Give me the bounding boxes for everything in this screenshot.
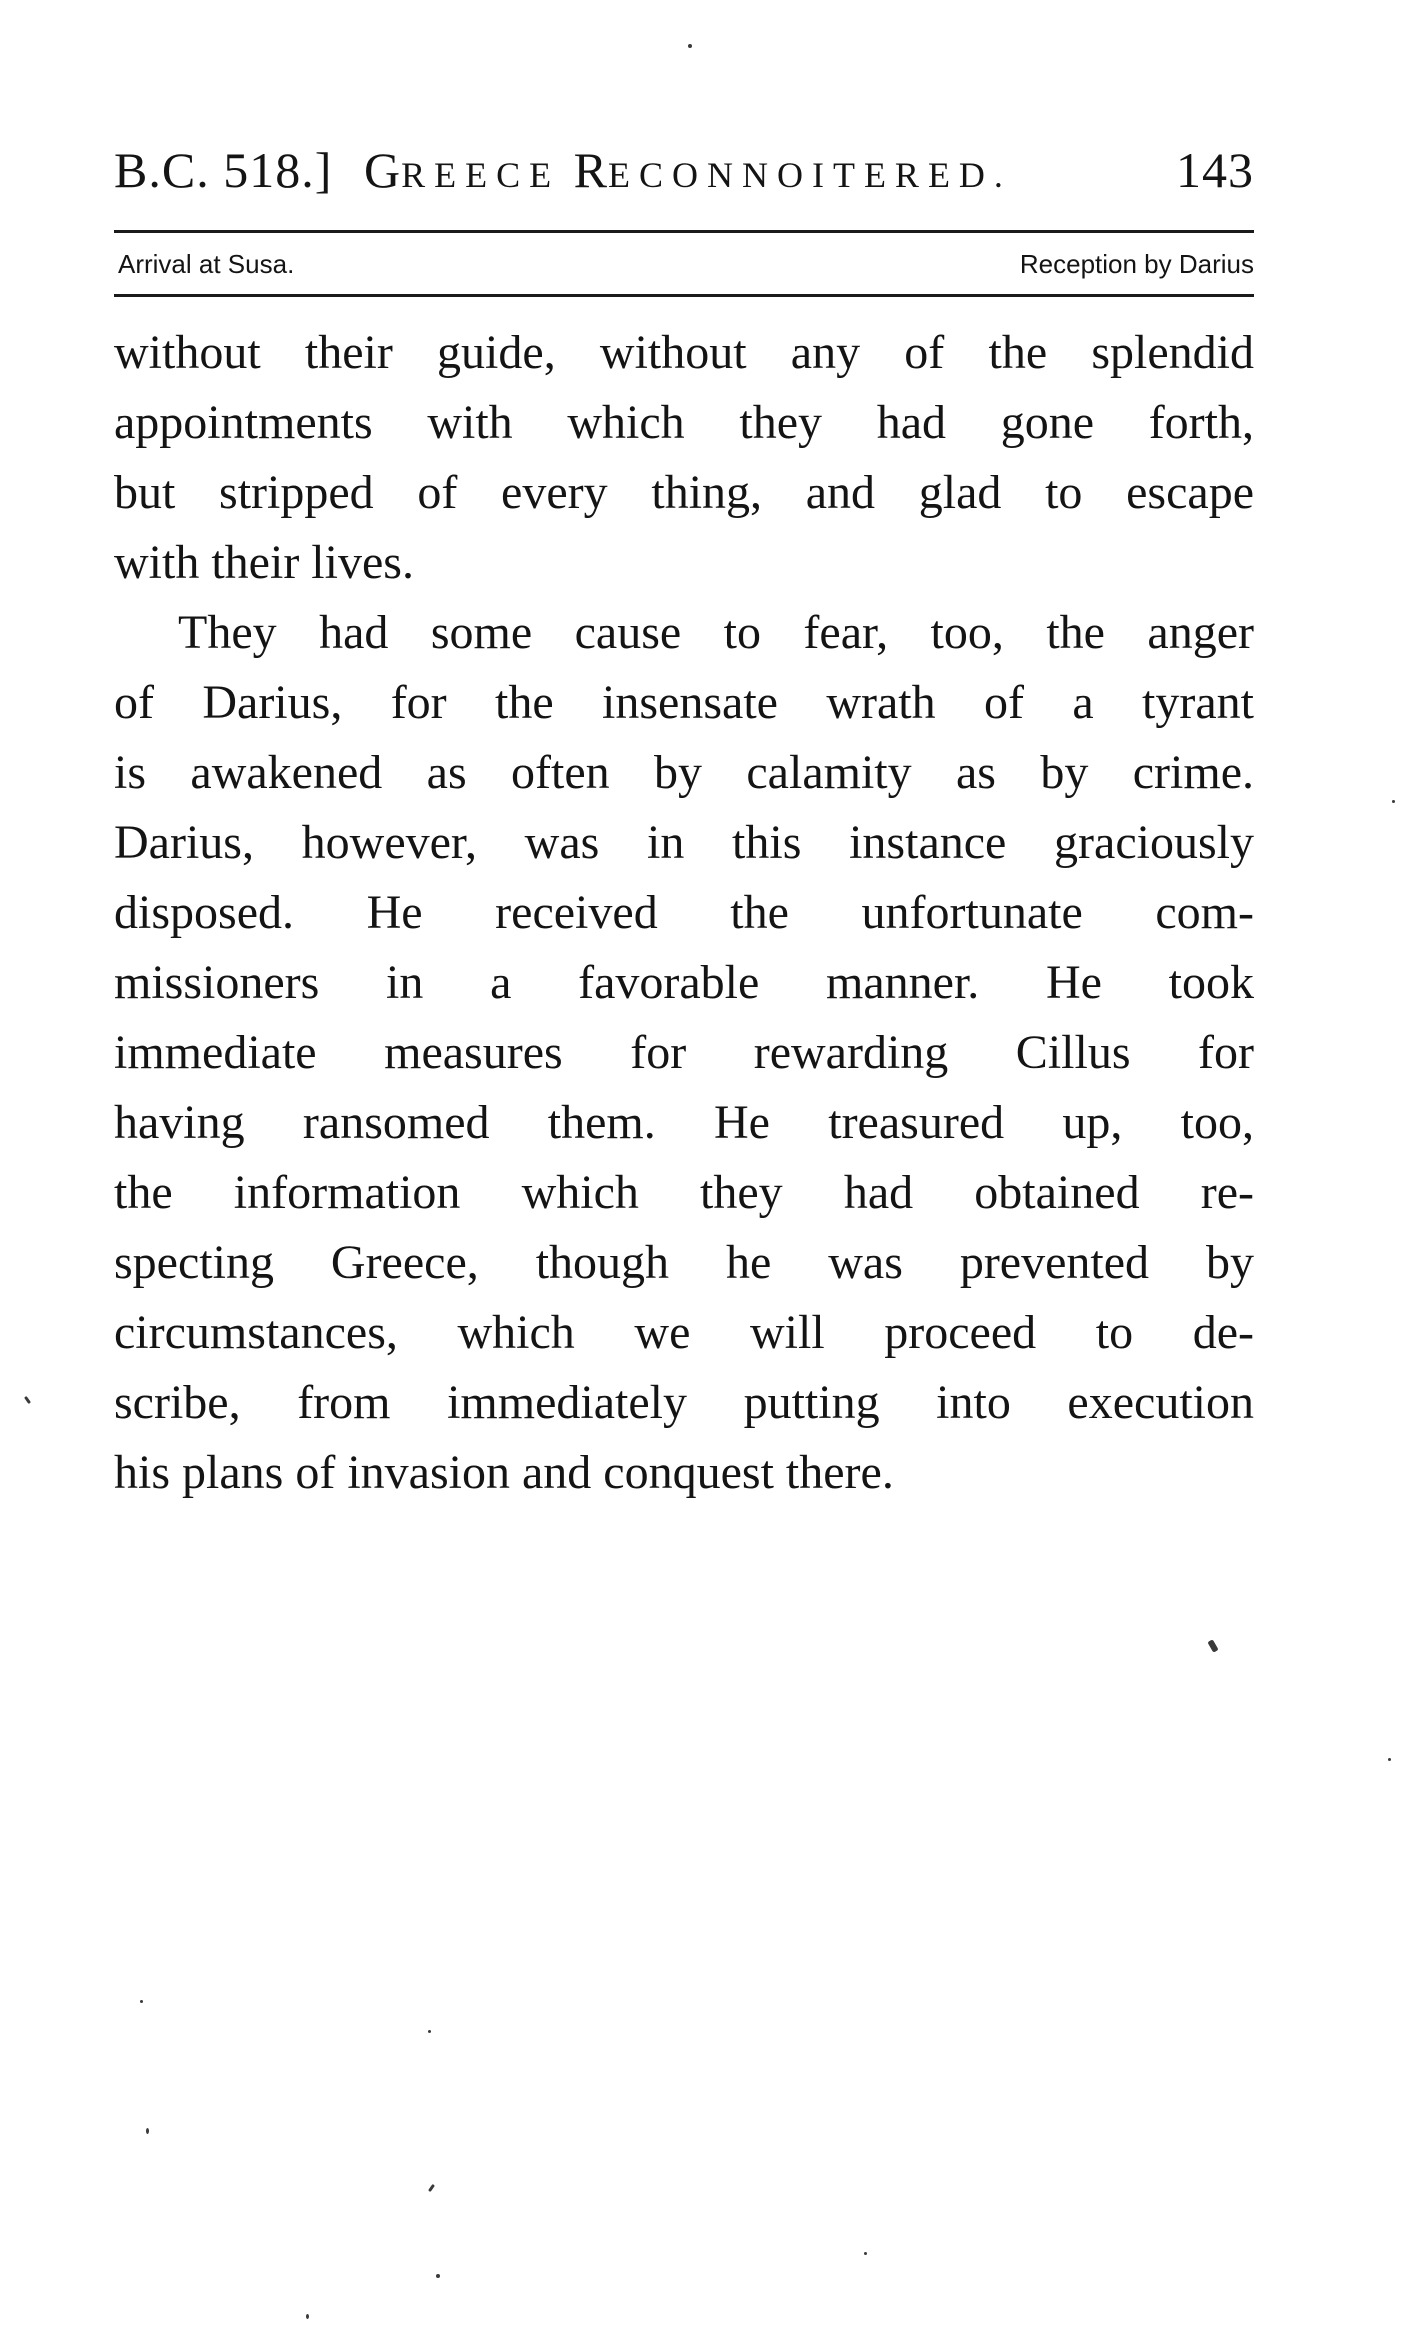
scan-speck: [306, 2314, 309, 2319]
text-line: but stripped of every thing, and glad to escape: [114, 466, 1254, 519]
text-line: without their guide, without any of the splendid: [114, 326, 1254, 379]
scan-speck: [688, 44, 692, 48]
text-line: with their lives.: [114, 536, 414, 589]
scan-speck: [24, 1396, 31, 1404]
scan-speck: [436, 2274, 440, 2278]
text-line: disposed. He received the unfortunate com-: [114, 886, 1254, 939]
text-line: circumstances, which we will proceed to de-: [114, 1306, 1254, 1359]
header-title: [364, 140, 1012, 205]
text-line: is awakened as often by calamity as by crime.: [114, 746, 1254, 799]
text-line: missioners in a favorable manner. He took: [114, 956, 1254, 1009]
paragraph-2: [114, 598, 1254, 1508]
body-text: [114, 318, 1254, 1508]
subhead-right: Reception by Darius: [1019, 249, 1254, 279]
title-initial-2: R: [573, 142, 608, 198]
text-line: appointments with which they had gone forth,: [114, 396, 1254, 449]
running-header: [114, 140, 1254, 200]
title-initial-1: G: [364, 142, 402, 198]
scan-speck: [1392, 800, 1395, 803]
scan-speck: [146, 2128, 149, 2134]
header-rule-top: [114, 230, 1254, 233]
title-rest-1: REECE: [401, 155, 561, 195]
scan-speck: [1207, 1639, 1218, 1652]
text-line: his plans of invasion and conquest there.: [114, 1446, 894, 1499]
text-line: of Darius, for the insensate wrath of a tyrant: [114, 676, 1254, 729]
text-line: Darius, however, was in this instance graciously: [114, 816, 1254, 869]
marginal-subheads: [114, 244, 1254, 284]
text-line: scribe, from immediately putting into execution: [114, 1376, 1254, 1429]
text-line: They had some cause to fear, too, the anger: [178, 606, 1254, 659]
scan-speck: [1388, 1758, 1391, 1761]
header-era: B.C. 518.]: [114, 142, 333, 198]
text-line: immediate measures for rewarding Cillus for: [114, 1026, 1254, 1079]
text-line: the information which they had obtained re-: [114, 1166, 1254, 1219]
text-line: specting Greece, though he was prevented by: [114, 1236, 1254, 1289]
scan-speck: [428, 2184, 435, 2192]
scan-speck: [428, 2030, 431, 2033]
scan-speck: [864, 2252, 867, 2255]
page-number: 143: [1176, 142, 1254, 198]
subhead-left: Arrival at Susa.: [118, 249, 295, 279]
paragraph-1: [114, 318, 1254, 598]
header-rule-bottom: [114, 294, 1254, 297]
scan-speck: [140, 2000, 143, 2003]
text-line: having ransomed them. He treasured up, too,: [114, 1096, 1254, 1149]
title-rest-2: ECONNOITERED.: [607, 155, 1012, 195]
